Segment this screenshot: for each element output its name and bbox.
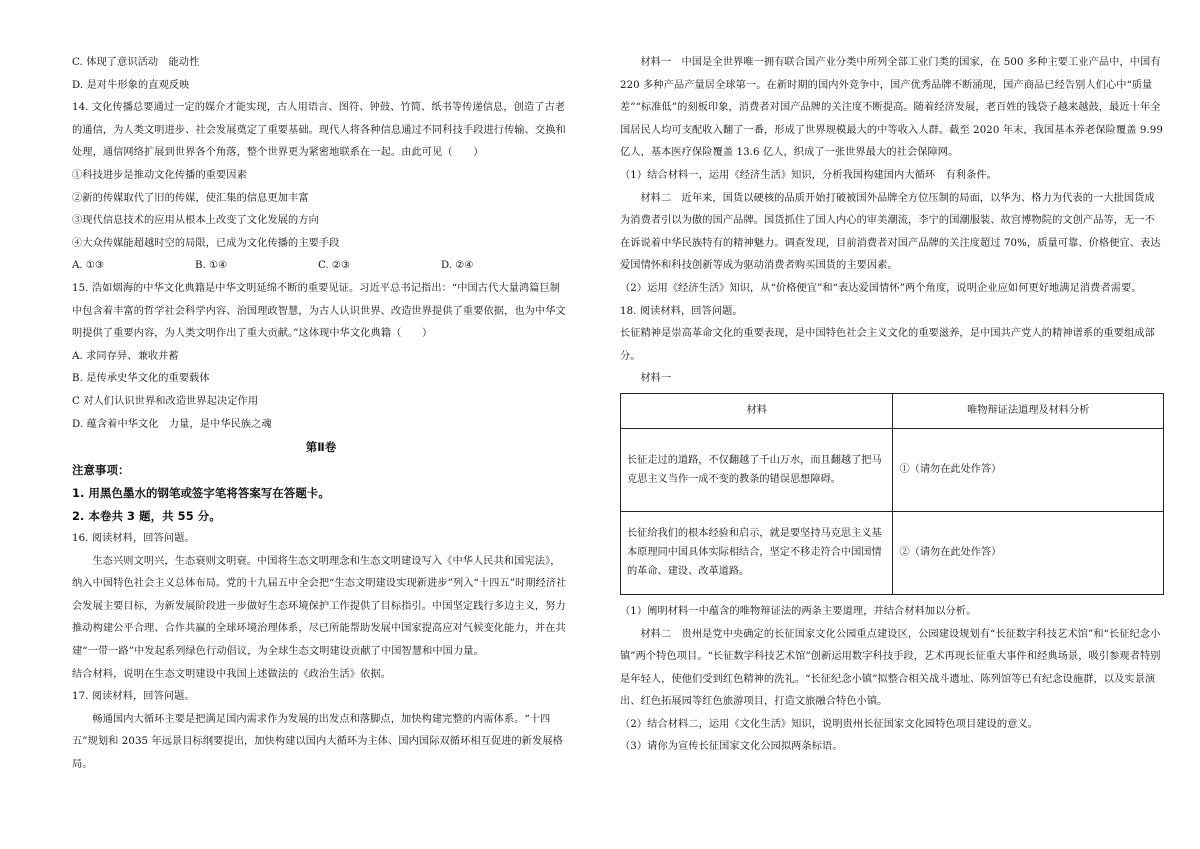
q18-material-1-label: 材料一 — [640, 373, 672, 385]
table-header-analysis: 唯物辩证法道理及材料分析 — [893, 393, 1164, 428]
table-cell-material: 长征走过的道路，不仅翻越了千山万水，而且翻越了把马克思主义当作一成不变的教条的错误思想障碍。 — [621, 428, 893, 511]
q14-item-2: ②新的传媒取代了旧的传媒，使汇集的信息更加丰富 — [72, 192, 309, 204]
q14-item-3: ③现代信息技术的应用从根本上改变了文化发展的方向 — [72, 215, 319, 227]
q13-option-c: C. 体现了意识活动 能动性 — [72, 57, 200, 68]
q14-item-1: ①科技进步是推动文化传播的重要因素 — [72, 169, 247, 181]
right-column — [620, 52, 1164, 759]
table-row — [621, 511, 1164, 594]
notice-item-1: 1. 用黑色墨水的钢笔或签字笔将答案写在答题卡。 — [72, 486, 330, 501]
table-cell-answer: ①（请勿在此处作答） — [893, 428, 1164, 511]
q18-question-3: （3）请你为宣传长征国家文化公园拟两条标语。 — [620, 741, 843, 753]
q15-stem: 15. 浩如烟海的中华文化典籍是中华文明延绵不断的重要见证。习近平总书记指出：“中国古代大量鸿篇巨制中包含着丰富的哲学社会科学内容、治国理政智慧，为古人认识世界、改造世界提供了重要依据，也为中华文明提供了重要内容，为人类文明作出了重大贡献。”这体现中华文化典籍（ ） — [72, 282, 566, 340]
q17-material: 畅通国内大循环主要是把满足国内需求作为发展的出发点和落脚点，加快构建完整的内需体系。“十四五”规划和 2035 年远景目标纲要提出，加快构建以国内大循环为主体、国内国际双循环相互促进的新发展格局。 — [72, 713, 563, 771]
analysis-table — [620, 393, 1164, 595]
q15-option-a: A. 求同存异、兼收并蓄 — [72, 350, 179, 362]
q18-question-2: （2）结合材料二，运用《文化生活》知识，说明贵州长征国家文化园特色项目建设的意义。 — [620, 718, 1039, 730]
q17-material-2: 材料二 近年来，国货以硬核的品质开始打破被国外品牌全方位压制的局面，以华为、格力为代表的一大批国货成为消费者引以为傲的国产品牌。国货抓住了国人内心的审美潮流，李宁的国潮服装、故宫博物院的文创产品等，无一不在诉说着中华民族特有的精神魅力。调查发现，目前消费者对国产品牌的关注度超过 70%，质量可靠、价格便宜、表达爱国情怀和科技创新等成为驱动消费者购买国货的主要因素。 — [620, 192, 1161, 272]
table-cell-answer: ②（请勿在此处作答） — [893, 511, 1164, 594]
q16-material: 生态兴则文明兴，生态衰则文明衰。中国将生态文明理念和生态文明建设写入《中华人民共和国宪法》，纳入中国特色社会主义总体布局。党的十九届五中全会把“生态文明建设实现新进步”列入“十四五”时期经济社会发展主要目标，为新发展阶段进一步做好生态环境保护工作提供了目标指引。中国坚定践行多边主义，努力推动构建公平合理、合作共赢的全球环境治理体系，尽已所能帮助发展中国家提高应对气候变化能力，并在共建“一带一路”中发起系列绿色行动倡议，为全球生态文明建设贡献了中国智慧和中国力量。 — [72, 555, 567, 658]
q15-option-d: D. 蕴含着中华文化 力量，是中华民族之魂 — [72, 418, 272, 430]
q14-option-c: C. ②③ — [318, 260, 351, 272]
q13-option-d: D. 是对牛形象的直观反映 — [72, 79, 190, 91]
q17-material-1: 材料一 中国是全世界唯一拥有联合国产业分类中所列全部工业门类的国家，在 500 多种主要工业产品中，中国有 220 多种产品产量居全球第一。在新时期的国内外竞争中，国产优秀品牌不断涌现，国产商品已经告别人们心中“质量差”“标准低”的刻板印象，消费者对国产品牌的关注度不断提高。随着经济发展，老百姓的钱袋子越来越鼓，最近十年全国居民人均可支配收入翻了一番，形成了世界规模最大的中等收入人群。截至 2020 年末，我国基本养老保险覆盖 9.99 亿人，基本医疗保险覆盖 13.6 亿人，织成了一张世界最大的社会保障网。 — [620, 57, 1163, 159]
notice-item-2: 2. 本卷共 3 题，共 55 分。 — [72, 509, 221, 524]
q14-options — [72, 255, 570, 278]
q15-option-c: C 对人们认识世界和改造世界起决定作用 — [72, 395, 259, 407]
q14-item-4: ④大众传媒能超越时空的局限，已成为文化传播的主要手段 — [72, 237, 340, 249]
q18-question-1: （1）阐明材料一中蕴含的唯物辩证法的两条主要道理，并结合材料加以分析。 — [620, 605, 977, 617]
table-cell-material: 长征给我们的根本经验和启示，就是要坚持马克思主义基本原理同中国具体实际相结合，坚定不移走符合中国国情的革命、建设、改革道路。 — [621, 511, 893, 594]
q15-option-b: B. 是传承史华文化的重要载体 — [72, 373, 210, 385]
q17-question-2: （2）运用《经济生活》知识，从“价格便宜”和“表达爱国情怀”两个角度，说明企业应如何更好地满足消费者需要。 — [620, 282, 1142, 294]
q14-option-d: D. ②④ — [441, 260, 474, 272]
left-column — [72, 52, 570, 777]
q14-option-b: B. ①④ — [195, 260, 228, 272]
q16-head: 16. 阅读材料，回答问题。 — [72, 533, 195, 545]
q14-option-a: A. ①③ — [72, 260, 105, 272]
q17-question-1: （1）结合材料一，运用《经济生活》知识，分析我国构建国内大循环 有利条件。 — [620, 169, 997, 181]
q16-question: 结合材料，说明在生态文明建设中我国上述做法的《政治生活》依据。 — [72, 668, 391, 680]
table-header-row — [621, 393, 1164, 428]
q17-head: 17. 阅读材料，回答问题。 — [72, 691, 195, 703]
q14-stem: 14. 文化传播总要通过一定的媒介才能实现，古人用语言、图符、钟鼓、竹简、纸书等传递信息，创造了古老的通信，为人类文明进步、社会发展奠定了重要基础。现代人将各种信息通过不同科技手段进行传输、交换和处理，通信网络扩展到世界各个角落，整个世界更为紧密地联系在一起。由此可见（ ） — [72, 102, 566, 159]
table-header-material: 材料 — [621, 393, 893, 428]
table-row — [621, 428, 1164, 511]
notice-title: 注意事项： — [72, 463, 130, 478]
q18-material-2: 材料二 贵州是党中央确定的长征国家文化公园重点建设区，公园建设规划有“长征数字科技艺术馆”和“长征纪念小镇”两个特色项目。“长征数字科技艺术馆”创新运用数字科技手段，艺术再现长征重大事件和经典场景，吸引参观者特别是年轻人，使他们受到红色精神的洗礼。“长征纪念小镇”拟整合相关战斗遗址、陈列馆等已有纪念设施群，以及实景演出、红色拓展园等红色旅游项目，打造文旅融合特色小镇。 — [620, 628, 1161, 708]
section-title: 第Ⅱ卷 — [305, 440, 337, 455]
q18-intro: 长征精神是崇高革命文化的重要表现，是中国特色社会主义文化的重要滋养，是中国共产党人的精神谱系的重要组成部分。 — [620, 328, 1155, 362]
q18-head: 18. 阅读材料，回答问题。 — [620, 305, 743, 317]
